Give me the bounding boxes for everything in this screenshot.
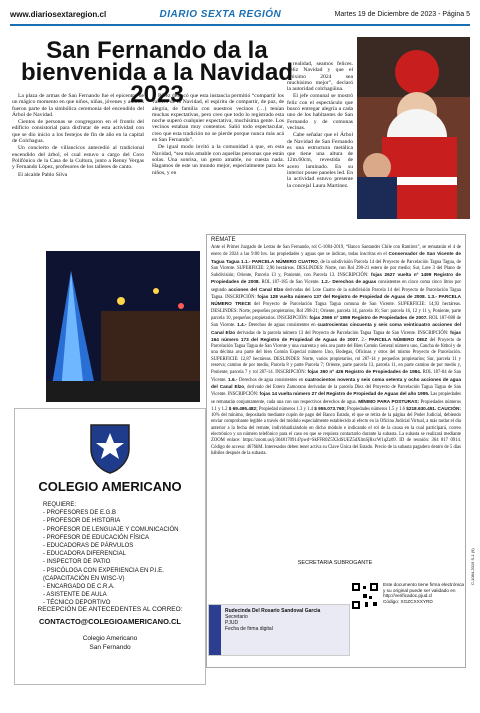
side-code: C-1084-2019 S-1 (9) [470,548,475,585]
signer-court: PJUD [225,620,239,626]
headline-line-2: bienvenida a la Navidad 2023 [20,59,294,108]
signature-date: Fecha de firma digital [225,626,273,632]
list-item: (CAPACITACIÓN EN WISC-V) [43,575,125,582]
article-col-1 [12,93,144,246]
list-item: - PROFESORES DE E.G.B [43,510,117,517]
site-url[interactable]: www.diariosextaregion.cl [10,9,107,19]
paragraph: El alcalde Pablo Silva [18,171,68,178]
paragraph: Cientos de personas se congregaron en el frontis del edificio consistorial para disfrutar de esta actividad con que se dio inicio a los festejos de fin de año en la capital de Colchagua. [12,119,144,145]
list-item: - PROFESOR DE LENGUAJE Y COMUNICACIÓN [43,526,179,533]
ad-footer-2: San Fernando [89,644,131,651]
list-item: - PROFESOR DE EDUCACIÓN FÍSICA [43,534,150,541]
digital-signature [208,604,350,656]
receipt-label: RECEPCIÓN DE ANTECEDENTES AL CORREO: [37,606,183,613]
date-page: Martes 19 de Diciembre de 2023 - Página 5 [334,10,470,18]
list-item: - INSPECTOR DE PATIO [43,559,111,566]
header-rule [10,24,470,26]
top-bar [10,4,470,24]
secretaria-label: SECRETARIA SUBROGANTE [297,560,373,566]
list-item: - ASISTENTE DE AULA [43,592,107,599]
paragraph: La plaza de armas de San Fernando fue el epicentro de un mágico momento en que niños, niñas, jóvenes y adultos fueron parte de la simbólica ceremonia del encendido del Árbol de Navidad. [12,93,144,118]
qr-text [383,582,467,604]
list-item: - ENCARGADO DE C.R.A. [43,584,115,591]
qr-code-text: Código: XGZCXXXYRD [383,598,433,604]
paragraph: El jefe comunal se mostró feliz con el espectáculo que buscó entregar alegría a cada uno de los habitantes de San Fernando y de comunas vecinas. [287,93,353,131]
colegio-americano-ad [14,408,206,685]
paragraph: Cabe señalar que el Árbol de Navidad de San Fernando es una estructura metálica que tiene una altura de 12m.60cm, revestida de acero laminado. En su interior posee paneles led. En la actividad estuvo presente la concejal Laura Martínez. [287,132,354,189]
contact-email[interactable]: CONTACTO@COLEGIOAMERICANO.CL [38,617,182,626]
signature-text [225,608,345,632]
paragraph: realidad, seamos felices. Feliz Navidad y que el próximo 2024 sea muchísimo mejor”, declaró la autoridad colchagüina. [287,61,353,93]
santa-photo [357,37,470,219]
brand-name: DIARIO SEXTA REGIÓN [159,8,282,20]
requirements-list [43,501,178,608]
paragraph: Pérez destacó que esta instancia permitió “compartir los valores de la Navidad, el espíritu de compartir, de paz, de alegría, de familia con nuestros vecinos (…) tenían muchas expectativas, pero creo que todo lo registrado esta noche superó cualquier expectativa, muchísima gente. Los vecinos estaban muy contentos. Salió todo espectacular, creo que esta tradición no se pierde porque nunca más acá en San Fernando”. [152,93,284,144]
signature-stripe [209,605,221,655]
paragraph: Un concierto de villancicos antecedió al tradicional encendido del árbol, el cual estuvo a cargo del Coro Polifónico de la Casa de la Cultura, junto a Renny Vergas y Fernando López, profesores de los talleres de canto. [12,145,144,171]
ad-footer-1: Colegio Americano [82,635,138,642]
article-col-3 [287,61,353,190]
qr-validation-text: Este documento tiene firma electrónica y su original puede ser validado en http://verificadoc.pjud.cl [383,582,465,598]
paragraph: De igual modo invitó a la comunidad a que, en esta Navidad, “sea más amable con aquellas personas que están solas. Una sonrisa, un gesto amable, no cuesta nada. Hagamos de este un mundo mejor, especialmente para los niños, y en [152,144,284,176]
list-item: - TÉCNICO DEPORTIVO [43,600,111,607]
signer-role: Secretario [225,614,248,620]
list-item: - PSICÓLOGA CON EXPERIENCIA EN P.I.E. [43,567,164,574]
qr-code-icon[interactable] [351,582,379,610]
remate-label: REMATE [211,237,236,243]
article-col-2 [152,93,284,246]
requires-label: REQUIERE: [43,502,77,508]
signer-name: Rudecinda Del Rosario Sandoval Garcia [225,608,321,614]
list-item: - EDUCADORA DIFERENCIAL [43,551,127,558]
list-item: - EDUCADORAS DE PÁRVULOS [43,543,134,550]
article-columns [12,93,284,246]
school-crest-icon [87,421,133,475]
tree-photo [46,251,200,402]
headline-line-1: San Fernando da la [46,37,268,64]
remate-body: Ante el Primer Juzgado de Letras de San Fernando, rol C-1084-2019, “Banco Santander Chile con Ramírez”, se rematarán el 4 de enero de 2024 a las 9:00 hrs. las propiedades y aguas que se indican, todas inscritas en el Conservador de San Vicente de Tagua Tagua 1.1.- PARCELA NÚMERO CUATRO, de la subdivisión Parcela 14 del Proyecto de Parcelación Tagua Tagua, de San Vicente. SUPERFICIE: 2,96 hectáreas. DESLINDES: Norte, con Rol 298-21 estero de por medio; Sur, Lote 3 del Plano de Subdivisión; Oriente, Parcela 13 y, Poniente, con Parcela 13. INSCRIPCIÓN: fojas 2627 vuelta nº 1499 Registro de Propiedades de 2008. ROL 187-185 de San Vicente. 1.2.- Derechos de aguas consistentes en cinco coma cinco litros por segundo acciones del Canal Elzo derivadas del Lote Cuatro de la subdivisión Parcela 14 del Proyecto de Parcelación Tagua Tagua. INSCRIPCIÓN: fojas 128 vuelta número 137 del Registro de Propiedad de Aguas de 2008. 1.3.- PARCELA NÚMERO TRECE del Proyecto de Parcelación Tagua Tagua comuna de San Vicente. SUPERFICIE: 14,93 hectáreas. DESLINDES: Norte, pequeños propietarios, Rol 298-21; Oriente, parcela 14, parcela 16; Sur: parcela 16, 12 y 11 y, Poniente, parte parcela 10, pequeños propietarios. INSCRIPCIÓN: fojas 2566 nº 1959 Registro de Propiedades de 2007. ROL 187-088 de San Vicente. 1.4.- Derechos de aguas consistentes en cuatrocientas cincuenta y seis coma veinticuatro acciones del Canal Elzo derivadas de la parcela número 13 del Proyecto de Parcelación Tagua Tagua de San Vicente. INSCRIPCIÓN: fojas 164 número 173 del Registro de Propiedad de Aguas de 2007. 2.- PARCELA NÚMERO DIEZ del Proyecto de Parcelación Tagua Tagua de San Vicente y una cuarenta y seis ava parte del Bien Común General número uno, Cancha de fútbol y de una décima ava parte del bien Común Especial número Uno, Bodegas, Oficinas y otros del mismo Proyecto de Parcelación. SUPERFICIE: 12,87 hectáreas. DESLINDES: Norte, varios propietarios, rol 287-14 y pequeños propietarios; Sur, parcela 11 y reserva; camino de por medio, Parcela 8 y parte Parcela 7; Oriente, parte parcela 13, parcela 11, en parte camino de por medio y, Poniente, parcela 7 y rol 287-14. INSCRIPCIÓN: fojas 360 nº 426 Registro de Propiedades de 1984. ROL 187-84 de San Vicente. 1.6.- Derechos de agua consistentes en cuatrocientos noventa y seis coma setenta y ocho acciones de agua del Canal Elzo, derivado del Estero Zamorano derivadas de la parcela Diez del Proyecto de Parcelación Tagua Tagua de San Vicente. INSCRIPCIÓN: fojas 14 vuelta número 27 del Registro de Propiedad de Aguas del año 1995. Las propiedades se rematarán conjuntamente, cada una con sus respectivos derechos de agua. MÍNIMO PARA POSTURAS: Propiedades números 1.1 y 1.2 $ 69.495.482; Propiedad números 1.3 y 1.4 $ 955.073.760; Propiedades números 1.5 y 1.6 $218.630.451. CAUCIÓN: 10% del mínimo, depositado mediante cupón de pago del Banco Estado, el que se retira de la página del Poder Judicial, debiendo enviar comprobante legible a través del módulo especialmente establecido al efecto en la Oficina Judicial Virtual, a más tardar el día anterior a la fecha del remate, individualizándolo en dicho módulo e indicando el rol de la causa en la cual participará, correo electrónico y un número telefónico para el caso en que se requiera contactarlo durante la subasta. La subasta se realizará mediante ZOOM enlace: https://zoom.us/j/3648170914?pwd=SkFFR0Z5X3dSUEZ5dXlmSjRxcW1qZz09. ID de reunión: 364 817 0914. Código de acceso: 4676hM. Interesados deben tener activa su Clave Única del Estado. Precio de la subasta pagadero dentro de 5 días hábiles después de la subasta. [211,245,462,456]
list-item: - PROFESOR DE HISTORIA [43,518,121,525]
ad-title: COLEGIO AMERICANO [38,479,182,494]
